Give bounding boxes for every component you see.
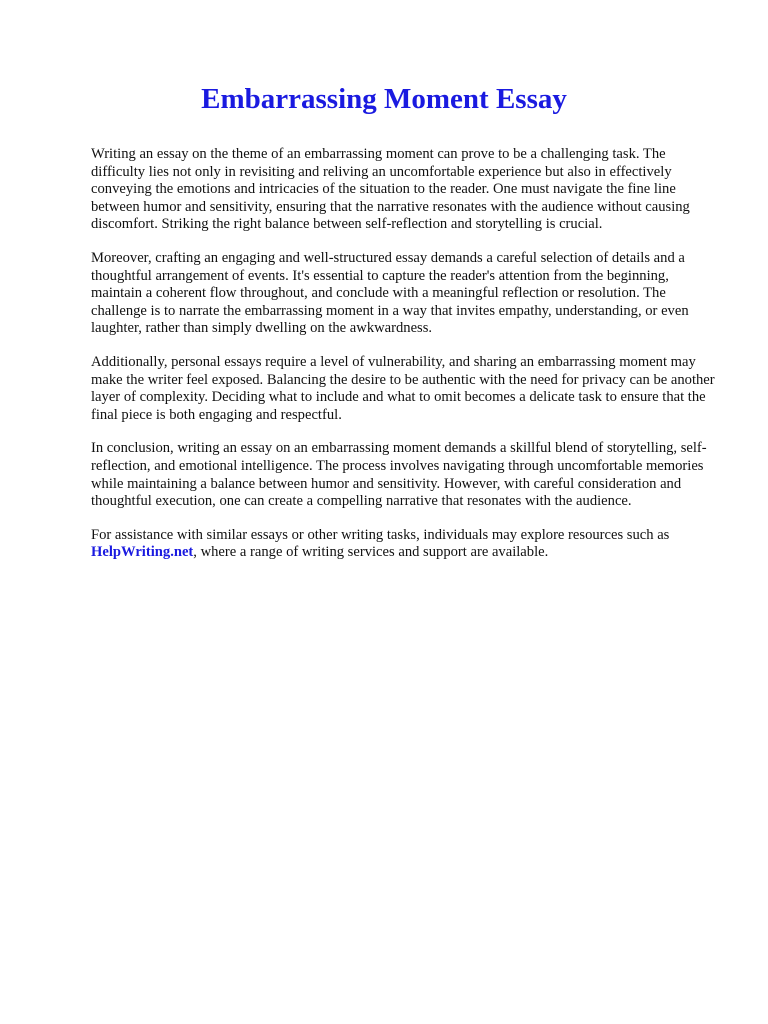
- closing-paragraph: [91, 527, 719, 562]
- paragraph-3: Additionally, personal essays require a level of vulnerability, and sharing an embarrassing moment may make the writer feel exposed. Balancing the desire to be authentic with the need for privacy can be another layer of complexity. Deciding what to include and what to omit becomes a delicate task to ensure that the final piece is both engaging and respectful.: [91, 353, 715, 423]
- page-title: Embarrassing Moment Essay: [201, 83, 567, 115]
- helpwriting-link[interactable]: HelpWriting.net: [91, 544, 194, 561]
- closing-text-after: , where a range of writing services and support are available.: [193, 544, 549, 561]
- paragraph-2: Moreover, crafting an engaging and well-structured essay demands a careful selection of details and a thoughtful arrangement of events. It's essential to capture the reader's attention from the beginning, maintain a coherent flow throughout, and conclude with a meaningful reflection or resolution. The challenge is to narrate the embarrassing moment in a way that invites empathy, understanding, or even laughter, rather than simply dwelling on the awkwardness.: [91, 249, 689, 337]
- paragraph-1: Writing an essay on the theme of an embarrassing moment can prove to be a challenging task. The difficulty lies not only in revisiting and reliving an uncomfortable experience but also in effectively conveying the emotions and intricacies of the situation to the reader. One must navigate the fine line between humor and sensitivity, ensuring that the narrative resonates with the audience without causing discomfort. Striking the right balance between self-reflection and storytelling is crucial.: [91, 146, 690, 233]
- document-body: [91, 146, 719, 562]
- closing-text-before: For assistance with similar essays or other writing tasks, individuals may explore resources such as: [91, 526, 670, 543]
- paragraph-4: In conclusion, writing an essay on an embarrassing moment demands a skillful blend of storytelling, self-reflection, and emotional intelligence. The process involves navigating through uncomfortable memories while maintaining a balance between humor and sensitivity. However, with careful consideration and thoughtful execution, one can create a compelling narrative that resonates with the audience.: [91, 440, 707, 510]
